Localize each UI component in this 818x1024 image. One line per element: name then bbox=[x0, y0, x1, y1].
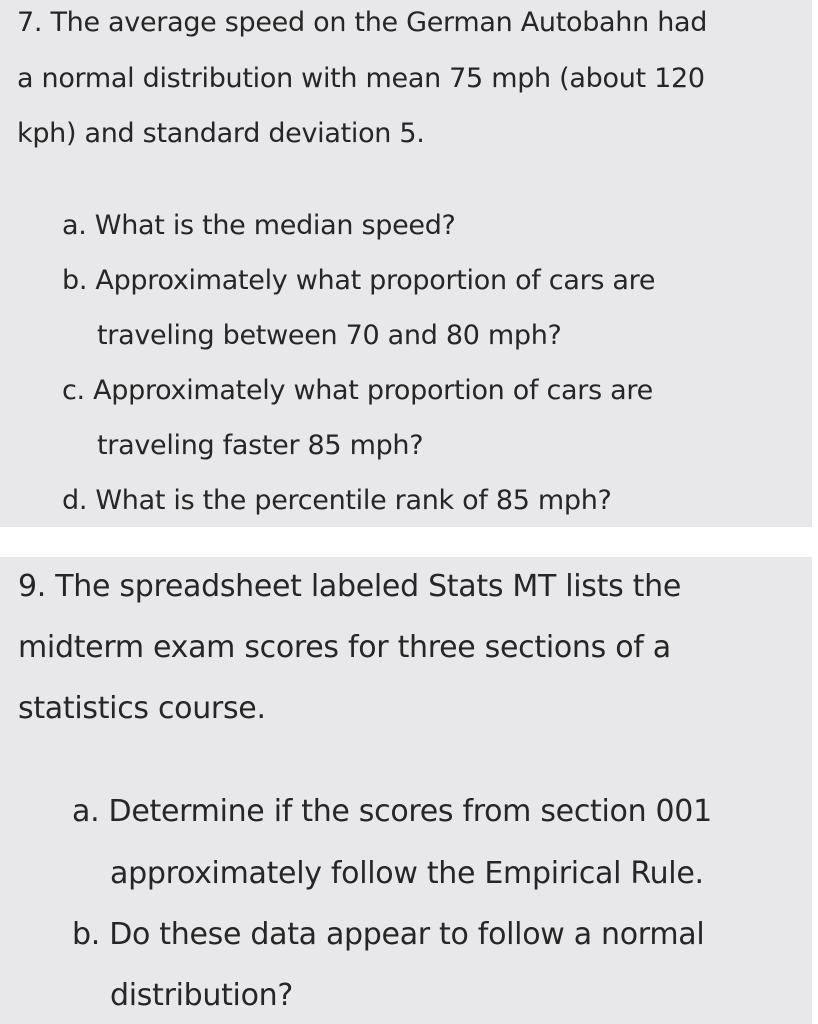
question-7-part-b-line-2: traveling between 70 and 80 mph? bbox=[97, 320, 562, 351]
question-7-stem-line-3: kph) and standard deviation 5. bbox=[17, 118, 425, 149]
question-7-part-b-line-1: b. Approximately what proportion of cars are bbox=[62, 265, 656, 296]
question-9-stem-line-2: midterm exam scores for three sections of a bbox=[18, 630, 671, 665]
question-7-part-c-line-2: traveling faster 85 mph? bbox=[97, 430, 424, 461]
question-9-part-a-line-2: approximately follow the Empirical Rule. bbox=[110, 856, 704, 891]
question-7-part-d-line-1: d. What is the percentile rank of 85 mph? bbox=[62, 485, 612, 516]
question-9-stem-line-3: statistics course. bbox=[18, 691, 266, 726]
question-9-part-b-line-1: b. Do these data appear to follow a normal bbox=[72, 917, 705, 952]
question-9-panel bbox=[0, 557, 812, 1024]
question-9-part-b-line-2: distribution? bbox=[110, 978, 293, 1013]
question-7-part-c-line-1: c. Approximately what proportion of cars are bbox=[62, 375, 653, 406]
question-9-part-a-line-1: a. Determine if the scores from section 001 bbox=[72, 794, 712, 829]
question-7-stem-line-1: 7. The average speed on the German Autobahn had bbox=[17, 7, 708, 38]
question-7-stem-line-2: a normal distribution with mean 75 mph (about 120 bbox=[17, 63, 705, 94]
question-9-stem-line-1: 9. The spreadsheet labeled Stats MT lists the bbox=[18, 569, 681, 604]
question-7-part-a-line-1: a. What is the median speed? bbox=[62, 210, 456, 241]
